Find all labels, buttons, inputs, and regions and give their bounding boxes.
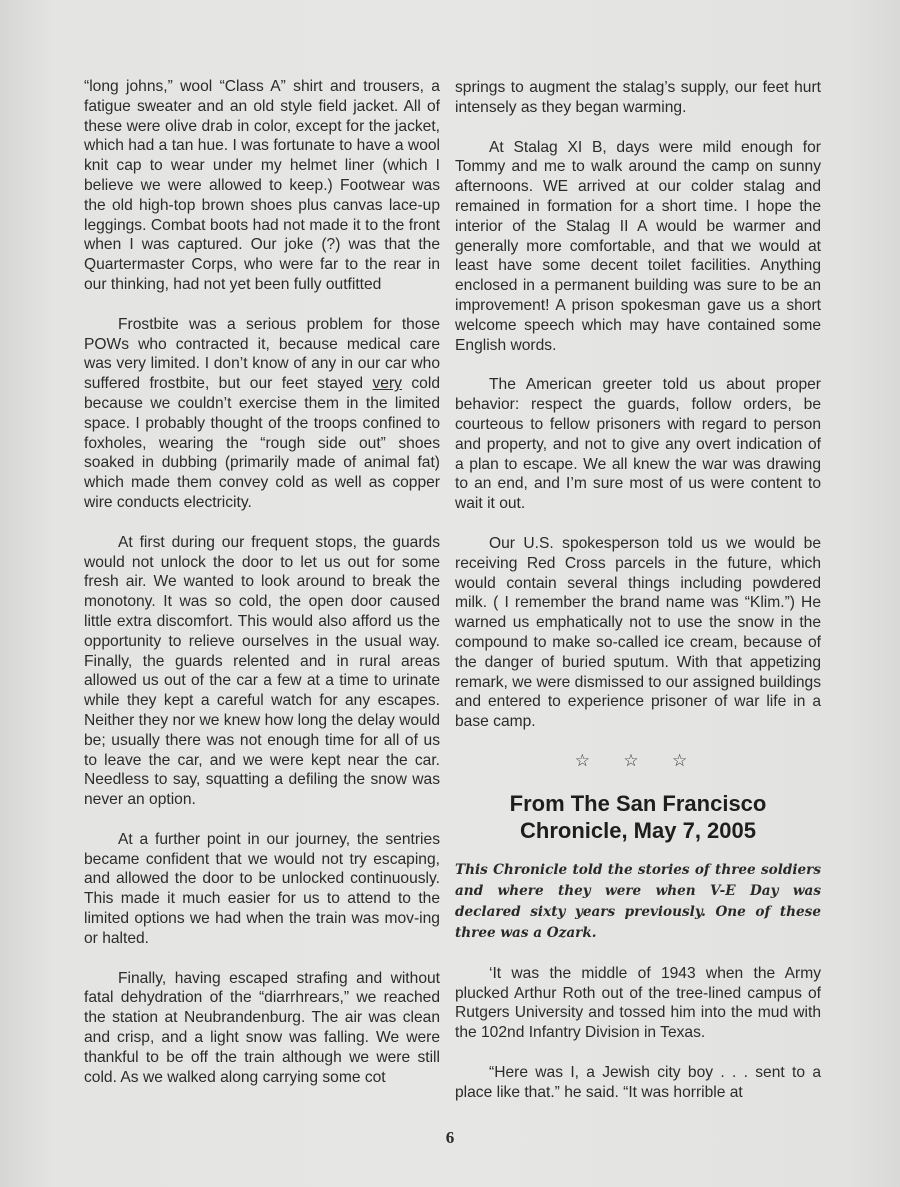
section-divider-stars: ☆ ☆ ☆ (574, 750, 702, 771)
paragraph (84, 315, 440, 513)
paragraph: Finally, having escaped strafing and without fatal dehydration of the “diarrhrears,” we reached the station at Neubrandenburg. The air was clean and crisp, and a light snow was falling. We were thankful to be off the train although we were still cold. As we walked along carrying some cot (84, 969, 440, 1086)
paragraph: At Stalag XI B, days were mild enough for Tommy and me to walk around the camp on sunny afternoons. WE arrived at our colder stalag and remained in formation for a short time. I hope the interior of the Stalag II A would be warmer and generally more comfortable, and that we would at least have some decent toilet facilities. Anything enclosed in a permanent building was sure to be an improvement! A prison spokesman gave us a short welcome speech which may have contained some English words. (455, 138, 821, 354)
page-number: 6 (445, 1128, 455, 1147)
paragraph: “long johns,” wool “Class A” shirt and trousers, a fatigue sweater and an old style field jacket. All of these were olive drab in color, except for the jacket, which had a tan hue. I was fortunate to have a wool knit cap to wear under my helmet liner (which I believe we were allowed to keep.) Footwear was the old high-top brown shoes plus canvas lace-up leggings. Combat boots had not made it to the front when I was captured. Our joke (?) was that the Quartermaster Corps, who were far to the rear in our thinking, had not yet been fully outfitted (84, 78, 440, 293)
paragraph: The American greeter told us about proper behavior: respect the guards, follow orders, be courteous to fellow prisoners with regard to person and property, and not to give any overt indication of a plan to escape. We all knew the war was drawing to an end, and I’m sure most of us were content to wait it out. (455, 376, 821, 513)
left-column (84, 77, 440, 1087)
paragraph: Our U.S. spokesperson told us we would be receiving Red Cross parcels in the future, which would contain several things including powdered milk. ( I remember the brand name was “Klim.”) He warned us emphatically not to use the snow in the compound to make so-called ice cream, because of the danger of buried sputum. With that appetizing remark, we were dismissed to our assigned buildings and entered to experience prisoner of war life in a base camp. (455, 534, 821, 731)
paragraph: ‘It was the middle of 1943 when the Army plucked Arthur Roth out of the tree-lined campus of Rutgers University and tossed him into the mud with the 102nd Infantry Division in Texas. (455, 964, 821, 1042)
right-column (455, 78, 821, 1102)
paragraph-text: Frostbite was a serious problem for those POWs who contracted it, because medical care was very limited. I don’t know of any in our car who suffered frostbite, but our feet stayed (84, 315, 440, 393)
paragraph: “Here was I, a Jewish city boy . . . sent to a place like that.” he said. “It was horrible at (455, 1063, 821, 1101)
paragraph-text: cold because we couldn’t exercise them in the limited space. I probably thought of the troops confined to foxholes, wearing the “rough side out” shoes soaked in dubbing (primarily made of animal fat) which made them convey cold as well as copper wire conducts electricity. (84, 375, 440, 511)
paragraph: At first during our frequent stops, the guards would not unlock the door to let us out for some fresh air. We wanted to look around to break the monotony. It was so cold, the open door caused little extra discomfort. This would also afford us the opportunity to relieve ourselves in the usual way. Finally, the guards relented and in rural areas allowed us out of the car a few at a time to urinate while they kept a careful watch for any escapes. Neither they nor we knew how long the delay would be; usually there was not enough time for all of us to leave the car, and we were kept near the car. Needless to say, squatting a defiling the snow was never an option. (84, 533, 440, 809)
paragraph: At a further point in our journey, the sentries became confident that we would not try escaping, and allowed the door to be unlocked continuously. This made it much easier for us to attend to the limited options we had when the train was mov-ing or halted. (84, 830, 440, 947)
paragraph: springs to augment the stalag’s supply, our feet hurt intensely as they began warming. (455, 79, 821, 116)
underlined-word: very (372, 375, 402, 393)
article-intro: This Chronicle told the stories of three soldiers and where they were when V-E Day was declared sixty years previously. One of these three was a Ozark. (455, 861, 821, 941)
article-heading: From The San Francisco Chronicle, May 7, 2005 (509, 790, 767, 843)
